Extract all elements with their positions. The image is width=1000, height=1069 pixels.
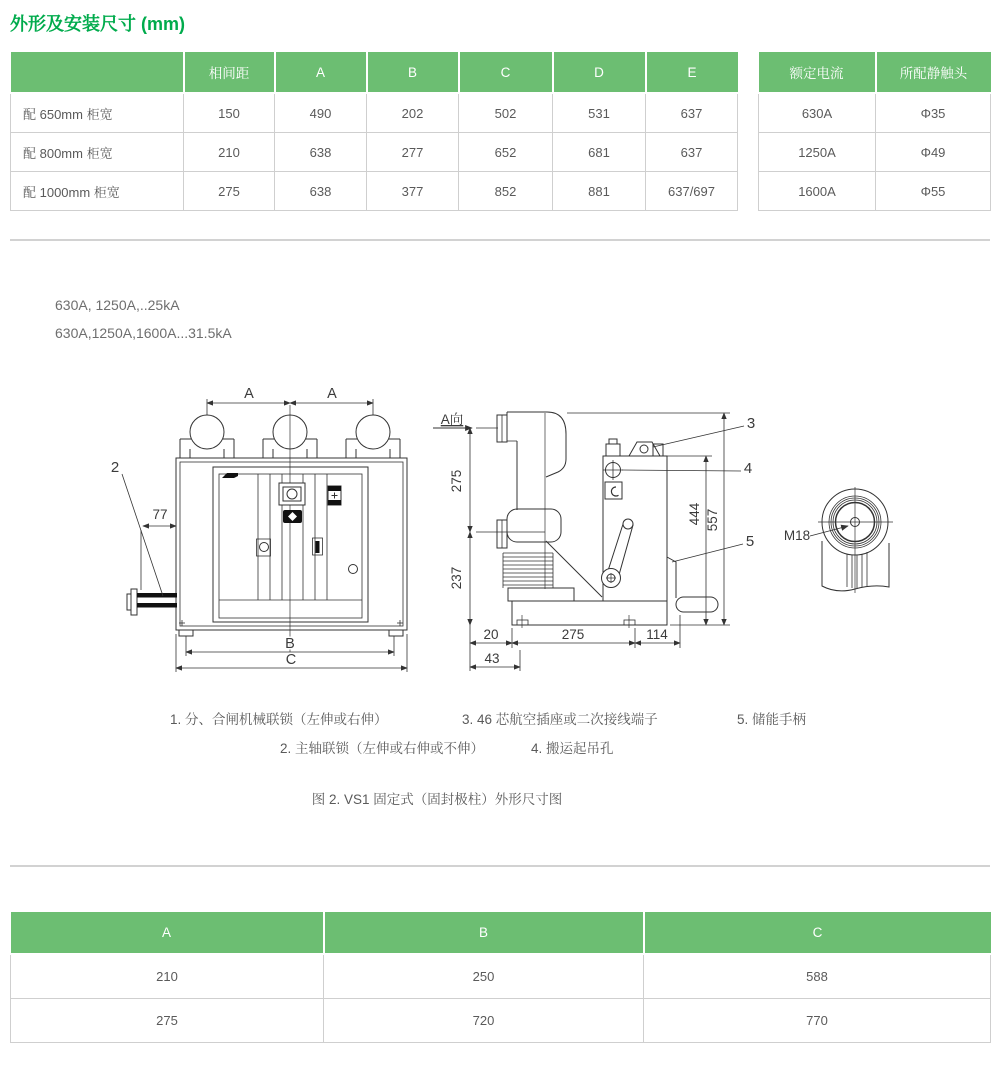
col-header-blank [11,52,184,93]
dim-label-557: 557 [705,508,720,532]
cell: 502 [459,93,553,133]
cell: 377 [367,172,459,211]
col-header: B [367,52,459,93]
cell: 150 [184,93,275,133]
cell: 490 [275,93,367,133]
row-label: 配 1000mm 柜宽 [11,172,184,211]
figure-caption: 图 2. VS1 固定式（固封极柱）外形尺寸图 [311,792,563,807]
table-row [11,133,738,172]
cell: 275 [184,172,275,211]
cell: 210 [184,133,275,172]
cell: 1250A [759,133,876,172]
front-view [122,399,407,672]
col-header: C [459,52,553,93]
separator-line [10,865,990,867]
cell: Φ35 [876,93,991,133]
legend-item-4: 4. 搬运起吊孔 [531,741,614,756]
col-header: 额定电流 [759,52,876,93]
table-header-row [11,912,991,954]
dimension-table [10,52,738,211]
table-row [11,93,738,133]
dim-label-77: 77 [152,507,168,522]
side-view [433,412,744,671]
cell: 852 [459,172,553,211]
table-row [759,133,991,172]
cell: 881 [553,172,646,211]
dim-label-b: B [285,636,295,652]
col-header: 相间距 [184,52,275,93]
cell: Φ49 [876,133,991,172]
dim-label-275-left: 275 [449,469,464,493]
rating-note: 630A, 1250A,..25kA [55,297,180,313]
col-header: D [553,52,646,93]
cell: 588 [644,954,991,999]
cell: 637 [646,133,738,172]
callout-4: 4 [743,460,753,477]
table-row [11,954,991,999]
row-label: 配 800mm 柜宽 [11,133,184,172]
outline-drawing [100,385,980,690]
dim-label-a2: A [327,386,337,402]
cell: 652 [459,133,553,172]
cell: 770 [644,999,991,1043]
cell: 630A [759,93,876,133]
table-row [759,93,991,133]
cell: 202 [367,93,459,133]
col-header: B [324,912,644,954]
dim-label-m18: M18 [783,528,811,543]
cell: 638 [275,172,367,211]
col-header: A [275,52,367,93]
cell: 250 [324,954,644,999]
table-row [11,999,991,1043]
view-label-a-dir: A向 [440,412,464,427]
table-header-row [759,52,991,93]
legend-item-3: 3. 46 芯航空插座或二次接线端子 [462,712,658,727]
col-header: E [646,52,738,93]
dim-label-c: C [285,652,297,668]
dim-label-a1: A [244,386,254,402]
cell: 681 [553,133,646,172]
table-row [11,172,738,211]
legend-item-5: 5. 储能手柄 [737,712,807,727]
dim-label-114: 114 [646,627,668,642]
cell: 1600A [759,172,876,211]
cell: 277 [367,133,459,172]
cell: 720 [324,999,644,1043]
col-header: 所配静触头 [876,52,991,93]
legend-item-2: 2. 主轴联锁（左伸或右伸或不伸） [280,741,485,756]
dim-label-237: 237 [449,566,464,590]
col-header: C [644,912,991,954]
cell: Φ55 [876,172,991,211]
table-header-row [11,52,738,93]
cell: 637 [646,93,738,133]
m18-detail [810,487,893,593]
table-row [759,172,991,211]
col-header: A [11,912,324,954]
dim-label-444: 444 [687,502,702,526]
row-label: 配 650mm 柜宽 [11,93,184,133]
dim-label-275-bottom: 275 [561,627,585,642]
callout-3: 3 [746,415,756,432]
cell: 210 [11,954,324,999]
cell: 638 [275,133,367,172]
separator-line [10,239,990,241]
dim-label-20: 20 [483,627,499,642]
page-title: 外形及安装尺寸 (mm) [10,14,185,34]
callout-5: 5 [745,533,755,550]
cell: 637/697 [646,172,738,211]
contact-table [758,52,991,211]
legend-item-1: 1. 分、合闸机械联锁（左伸或右伸） [170,712,388,727]
dim-label-43: 43 [484,651,500,666]
abc-table [10,912,991,1043]
rating-note: 630A,1250A,1600A...31.5kA [55,325,232,341]
cell: 275 [11,999,324,1043]
cell: 531 [553,93,646,133]
callout-2: 2 [110,459,120,476]
